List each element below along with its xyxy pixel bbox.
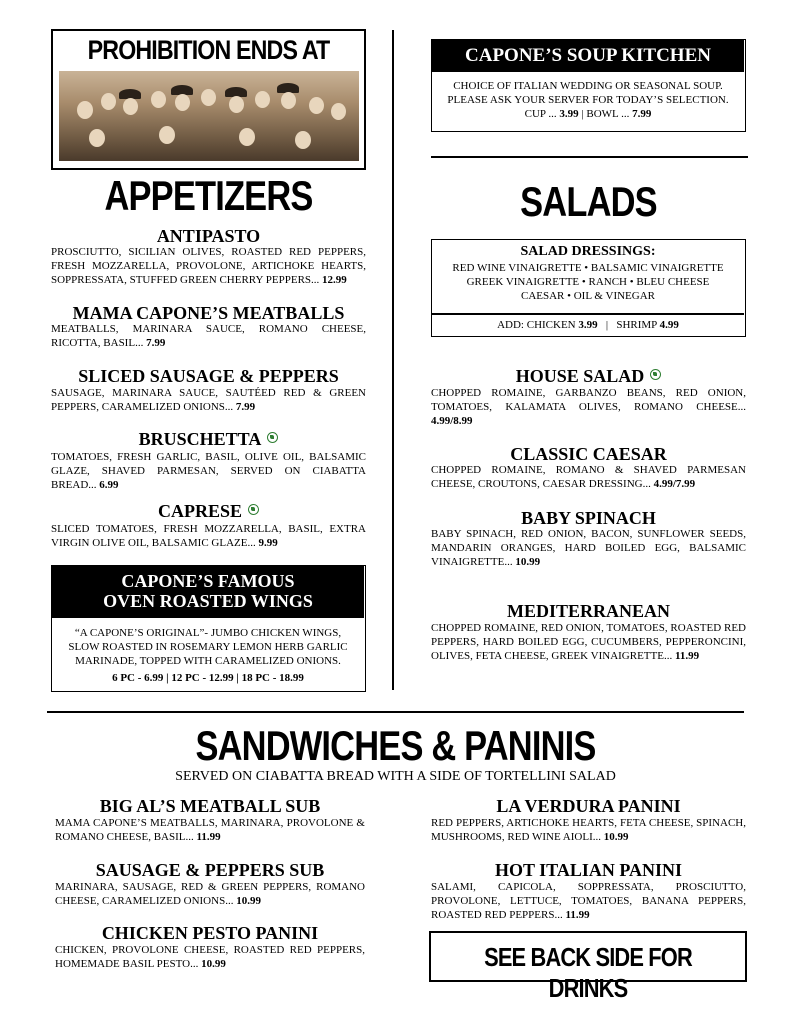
soup-prices: CUP ... 3.99 | BOWL ... 7.99 — [524, 108, 652, 120]
vegetarian-leaf-icon — [248, 504, 259, 515]
price: 7.99 — [146, 337, 166, 349]
salads-heading: SALADS — [520, 178, 657, 225]
sandwich-desc-verdura: RED PEPPERS, ARTICHOKE HEARTS, FETA CHEESE, SPINACH, MUSHROOMS, RED WINE AIOLI... 10.99 — [431, 817, 746, 843]
price: 10.99 — [201, 958, 226, 970]
sandwich-title-hot-italian: HOT ITALIAN PANINI — [494, 860, 683, 880]
drinks-notice-box — [429, 931, 747, 1003]
appetizer-desc-bruschetta: TOMATOES, FRESH GARLIC, BASIL, OLIVE OIL, BALSAMIC GLAZE, SHAVED PARMESAN, SERVED ON CIABATTA BREAD... 6.99 — [51, 451, 366, 491]
drinks-notice: SEE BACK SIDE FOR DRINKS — [484, 942, 692, 1003]
wings-prices: 6 PC - 6.99 | 12 PC - 12.99 | 18 PC - 18.99 — [112, 672, 304, 684]
soup-bowl-price: 7.99 — [632, 108, 652, 120]
chicken-price: 3.99 — [578, 319, 598, 331]
dressings-box — [431, 239, 746, 337]
dressings-line-1: RED WINE VINAIGRETTE • BALSAMIC VINAIGRETTE — [452, 262, 724, 274]
prohibition-box — [51, 29, 366, 170]
price: 4.99/7.99 — [653, 478, 696, 490]
appetizer-desc-meatballs: MEATBALLS, MARINARA SAUCE, ROMANO CHEESE, RICOTTA, BASIL... 7.99 — [51, 323, 366, 349]
crowd-photo — [59, 71, 359, 161]
sandwich-title-meatball-sub: BIG AL’S MEATBALL SUB — [99, 796, 321, 816]
price: 6.99 — [99, 479, 119, 491]
sandwiches-top-rule — [47, 711, 744, 713]
appetizer-desc-caprese: SLICED TOMATOES, FRESH MOZZARELLA, BASIL, EXTRA VIRGIN OLIVE OIL, BALSAMIC GLAZE... 9.99 — [51, 523, 366, 549]
soup-line-1: CHOICE OF ITALIAN WEDDING OR SEASONAL SOUP. — [453, 80, 723, 92]
vegetarian-leaf-icon — [650, 369, 661, 380]
dressings-line-3: CAESAR • OIL & VINEGAR — [520, 290, 656, 302]
price: 11.99 — [196, 831, 221, 843]
price: 12.99 — [322, 274, 347, 286]
appetizer-title-meatballs: MAMA CAPONE’S MEATBALLS — [72, 303, 345, 323]
price: 11.99 — [565, 909, 590, 921]
sandwich-desc-sausage-sub: MARINARA, SAUSAGE, RED & GREEN PEPPERS, ROMANO CHEESE, CARAMELIZED ONIONS... 10.99 — [55, 881, 365, 907]
sandwich-title-sausage-sub: SAUSAGE & PEPPERS SUB — [95, 860, 325, 880]
wings-title-line-1: CAPONE’S FAMOUS — [121, 571, 295, 591]
column-divider — [392, 30, 394, 690]
salad-addons: ADD: CHICKEN 3.99 | SHRIMP 4.99 — [497, 319, 679, 331]
salad-desc-mediterranean: CHOPPED ROMAINE, RED ONION, TOMATOES, ROASTED RED PEPPERS, HARD BOILED EGG, CUCUMBERS, PEPPERONCINI, OLIVES, FETA CHEESE, GREEK VINAIGRETTE... 11.99 — [431, 622, 746, 662]
vegetarian-leaf-icon — [267, 432, 278, 443]
salad-title-spinach: BABY SPINACH — [521, 508, 656, 528]
soup-cup-price: 3.99 — [559, 108, 579, 120]
wings-title-line-2: OVEN ROASTED WINGS — [103, 591, 313, 611]
soup-line-2: PLEASE ASK YOUR SERVER FOR TODAY’S SELECTION. — [447, 94, 729, 106]
dressings-divider — [432, 313, 744, 315]
appetizer-title-caprese: CAPRESE — [51, 501, 366, 522]
salad-desc-spinach: BABY SPINACH, RED ONION, BACON, SUNFLOWER SEEDS, MANDARIN ORANGES, HARD BOILED EGG, BALSAMIC VINAIGRETTE... 10.99 — [431, 528, 746, 568]
salad-title-house: HOUSE SALAD — [431, 366, 746, 387]
shrimp-price: 4.99 — [659, 319, 679, 331]
sandwiches-heading: SANDWICHES & PANINIS — [195, 722, 596, 769]
price: 10.99 — [236, 895, 261, 907]
sandwiches-subheading: SERVED ON CIABATTA BREAD WITH A SIDE OF TORTELLINI SALAD — [175, 769, 616, 784]
salad-title-mediterranean: MEDITERRANEAN — [506, 601, 670, 621]
price: 7.99 — [235, 401, 256, 413]
appetizer-title-sausage: SLICED SAUSAGE & PEPPERS — [78, 366, 339, 386]
prohibition-headline: PROHIBITION ENDS AT — [87, 35, 330, 65]
soup-title: CAPONE’S SOUP KITCHEN — [432, 40, 744, 72]
salad-desc-caesar: CHOPPED ROMAINE, ROMANO & SHAVED PARMESAN CHEESE, CROUTONS, CAESAR DRESSING... 4.99/7.99 — [431, 464, 746, 490]
salad-desc-house: CHOPPED ROMAINE, GARBANZO BEANS, RED ONION, TOMATOES, KALAMATA OLIVES, ROMANO CHEESE... 4.99/8.99 — [431, 387, 746, 427]
price: 4.99/8.99 — [431, 415, 473, 427]
sandwich-desc-chicken-pesto: CHICKEN, PROVOLONE CHEESE, ROASTED RED PEPPERS, HOMEMADE BASIL PESTO... 10.99 — [55, 944, 365, 970]
appetizer-title-bruschetta: BRUSCHETTA — [51, 429, 366, 450]
soup-box — [431, 39, 746, 132]
salads-top-rule — [431, 156, 748, 158]
wings-title — [52, 566, 364, 618]
wings-desc: “A CAPONE’S ORIGINAL”- JUMBO CHICKEN WINGS, SLOW ROASTED IN ROSEMARY LEMON HERB GARLIC MARINADE, TOPPED WITH CARAMELIZED ONIONS. — [68, 627, 348, 667]
appetizer-title-antipasto: ANTIPASTO — [156, 226, 261, 246]
sandwich-desc-hot-italian: SALAMI, CAPICOLA, SOPPRESSATA, PROSCIUTTO, PROVOLONE, LETTUCE, TOMATOES, BANANA PEPPERS, ROASTED RED PEPPERS... 11.99 — [431, 881, 746, 921]
price: 10.99 — [603, 831, 629, 843]
price: 10.99 — [515, 556, 541, 568]
dressings-line-2: GREEK VINAIGRETTE • RANCH • BLEU CHEESE — [466, 276, 710, 288]
price: 9.99 — [258, 537, 278, 549]
sandwich-title-chicken-pesto: CHICKEN PESTO PANINI — [101, 923, 319, 943]
dressings-title: SALAD DRESSINGS: — [520, 244, 656, 259]
appetizer-desc-sausage: SAUSAGE, MARINARA SAUCE, SAUTÉED RED & GREEN PEPPERS, CARAMELIZED ONIONS... 7.99 — [51, 387, 366, 413]
sandwich-title-verdura: LA VERDURA PANINI — [496, 796, 681, 816]
appetizer-desc-antipasto: PROSCIUTTO, SICILIAN OLIVES, ROASTED RED PEPPERS, FRESH MOZZARELLA, PROVOLONE, ARTICHOKE HEARTS, SOPPRESSATA, STUFFED GREEN CHERRY PEPPERS... 12.99 — [51, 246, 366, 286]
salad-title-caesar: CLASSIC CAESAR — [510, 444, 667, 464]
appetizers-heading: APPETIZERS — [104, 172, 313, 219]
price: 11.99 — [674, 650, 700, 662]
sandwich-desc-meatball-sub: MAMA CAPONE’S MEATBALLS, MARINARA, PROVOLONE & ROMANO CHEESE, BASIL... 11.99 — [55, 817, 365, 843]
wings-box — [51, 565, 366, 692]
